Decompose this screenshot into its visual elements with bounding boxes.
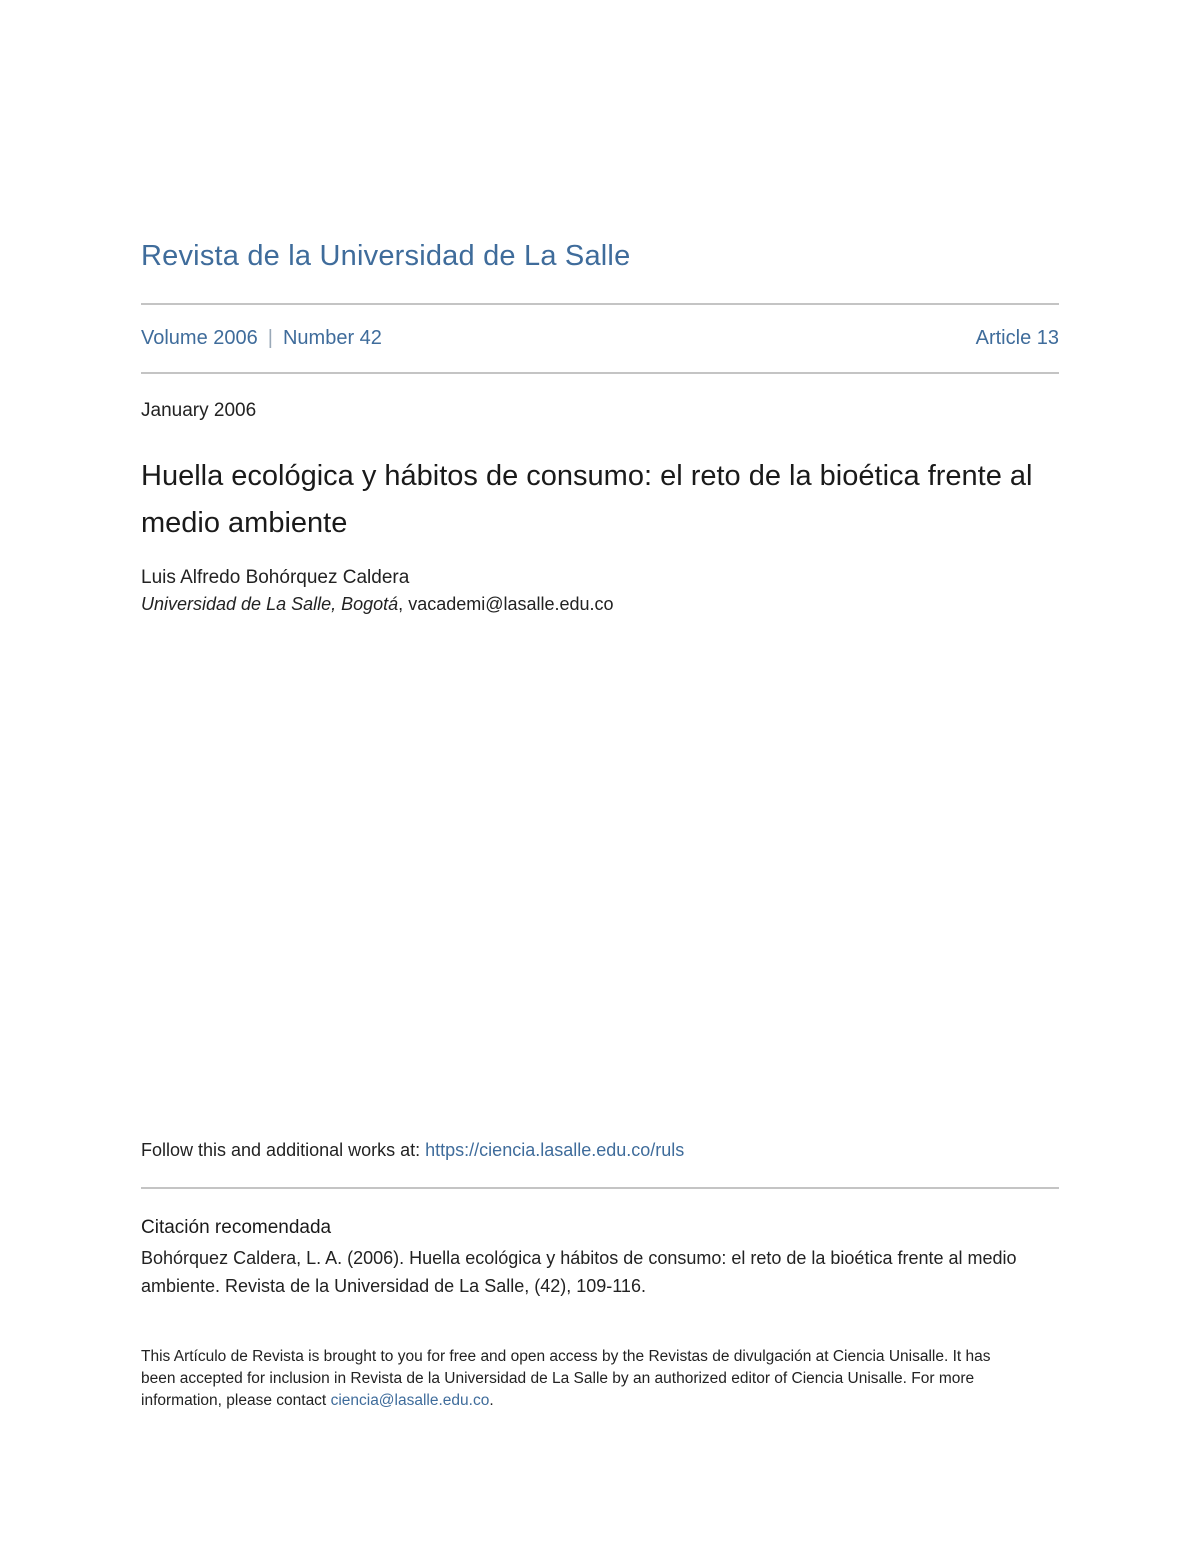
citation-heading: Citación recomendada xyxy=(141,1217,332,1238)
follow-prefix: Follow this and additional works at: xyxy=(141,1140,426,1160)
number-link[interactable]: Number 42 xyxy=(282,327,382,349)
divider-issue xyxy=(141,372,1059,374)
volume-link[interactable]: Volume 2006 xyxy=(141,327,258,349)
issue-info xyxy=(141,327,1059,353)
access-notice xyxy=(141,1346,1021,1412)
author-email: vacademi@lasalle.edu.co xyxy=(408,594,614,614)
article-number-link[interactable]: Article 13 xyxy=(975,327,1059,349)
affiliation-institution: Universidad de La Salle, Bogotá xyxy=(141,594,399,614)
repository-link[interactable]: https://ciencia.lasalle.edu.co/ruls xyxy=(425,1140,685,1160)
contact-email-link[interactable]: ciencia@lasalle.edu.co xyxy=(330,1392,490,1409)
issue-separator: | xyxy=(267,327,273,349)
affiliation-separator: , xyxy=(398,594,409,614)
notice-end: . xyxy=(489,1392,494,1409)
divider-citation xyxy=(141,1187,1059,1189)
follow-line xyxy=(141,1140,684,1161)
journal-title-link[interactable]: Revista de la Universidad de La Salle xyxy=(141,240,631,272)
author-name: Luis Alfredo Bohórquez Caldera xyxy=(141,567,410,588)
article-title: Huella ecológica y hábitos de consumo: el reto de la bioética frente al medio ambiente xyxy=(141,460,1033,539)
issue-left xyxy=(141,327,382,350)
divider-top xyxy=(141,303,1059,305)
notice-text: This Artículo de Revista is brought to you for free and open access by the Revistas de divulgación at Ciencia Unisalle. It has been accepted for inclusion in Revista de la Universidad de La Salle by an authorized editor of Ciencia Unisalle. For more information, please contact xyxy=(141,1348,991,1409)
publication-date: January 2006 xyxy=(141,400,257,421)
citation-text: Bohórquez Caldera, L. A. (2006). Huella ecológica y hábitos de consumo: el reto de la bioética frente al medio ambiente. Revista de la Universidad de La Salle, (42), 109-116. xyxy=(141,1248,1017,1296)
author-affiliation xyxy=(141,594,614,615)
